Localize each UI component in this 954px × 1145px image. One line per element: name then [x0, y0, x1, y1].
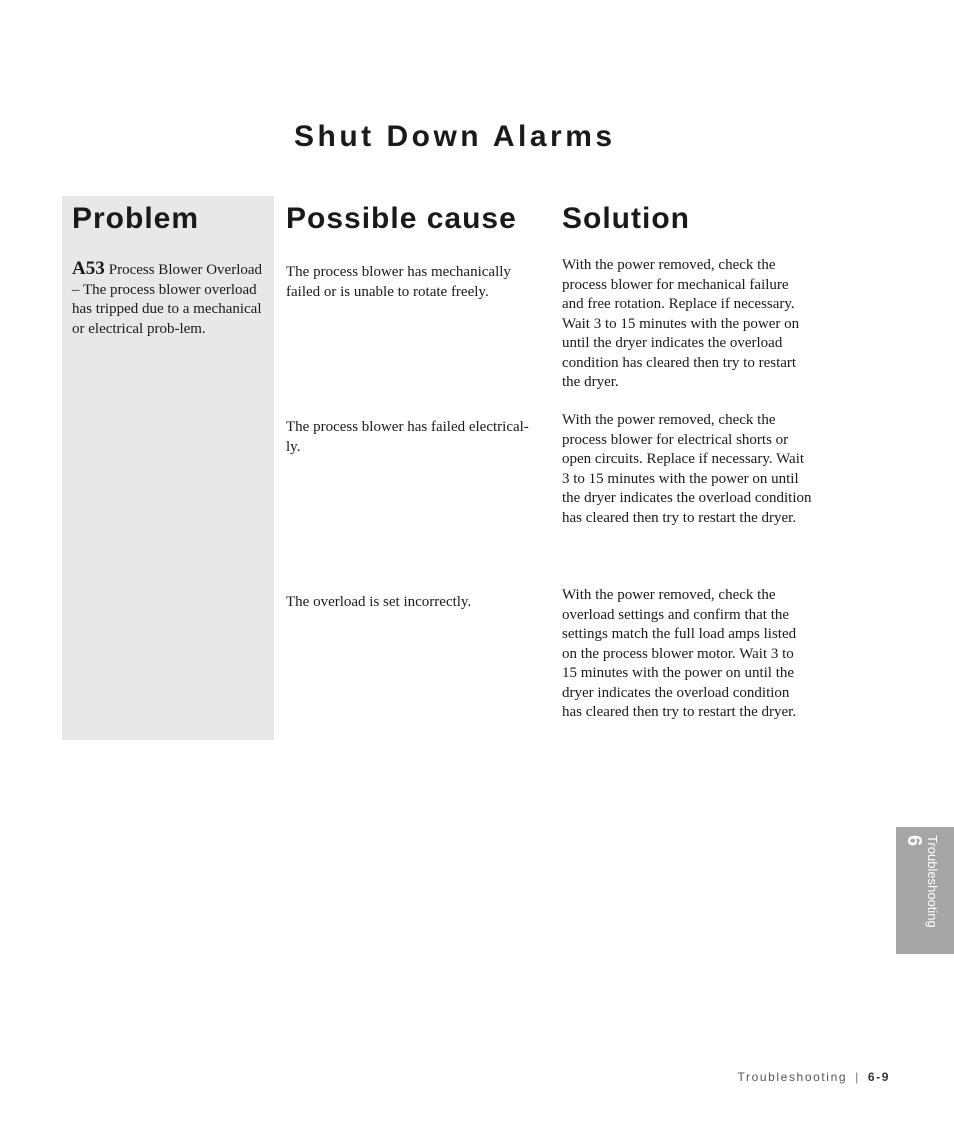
solution-1: With the power removed, check the process blower for mechanical failure and free rotation. Replace if necessary. Wait 3 to 15 minutes with the power on until the dryer indicates the overload condition has cleared then try to restart the dryer.	[562, 257, 800, 390]
page-number: 6-9	[867, 1070, 890, 1084]
possible-cause-header: Possible cause	[286, 202, 517, 235]
footer-separator: |	[855, 1070, 860, 1084]
chapter-tab	[896, 827, 954, 954]
problem-text: Process Blower Overload – The process blower overload has tripped due to a mechanical or electrical prob-lem.	[72, 262, 263, 337]
alarm-code: A53	[72, 258, 105, 279]
solution-header: Solution	[562, 202, 690, 235]
problem-description	[72, 259, 269, 339]
footer-section: Troubleshooting	[737, 1070, 848, 1084]
cause-1: The process blower has mechanically failed or is unable to rotate freely.	[286, 264, 511, 300]
page-title: Shut Down Alarms	[294, 120, 616, 153]
problem-header: Problem	[72, 202, 200, 235]
chapter-tab-number: 6	[903, 835, 925, 847]
solution-3: With the power removed, check the overload settings and confirm that the settings match the full load amps listed on the process blower motor. Wait 3 to 15 minutes with the power on until the dryer indicates the overload condition has cleared then try to restart the dryer.	[562, 587, 797, 720]
solution-2: With the power removed, check the process blower for electrical shorts or open circuits. Replace if necessary. Wait 3 to 15 minutes with the power on until the dryer indicates the overload condition has cleared then try to restart the dryer.	[562, 412, 812, 526]
page-footer	[738, 1070, 891, 1084]
cause-3: The overload is set incorrectly.	[286, 594, 472, 610]
cause-2: The process blower has failed electrical-ly.	[286, 419, 529, 455]
chapter-tab-label: Troubleshooting	[925, 835, 940, 928]
